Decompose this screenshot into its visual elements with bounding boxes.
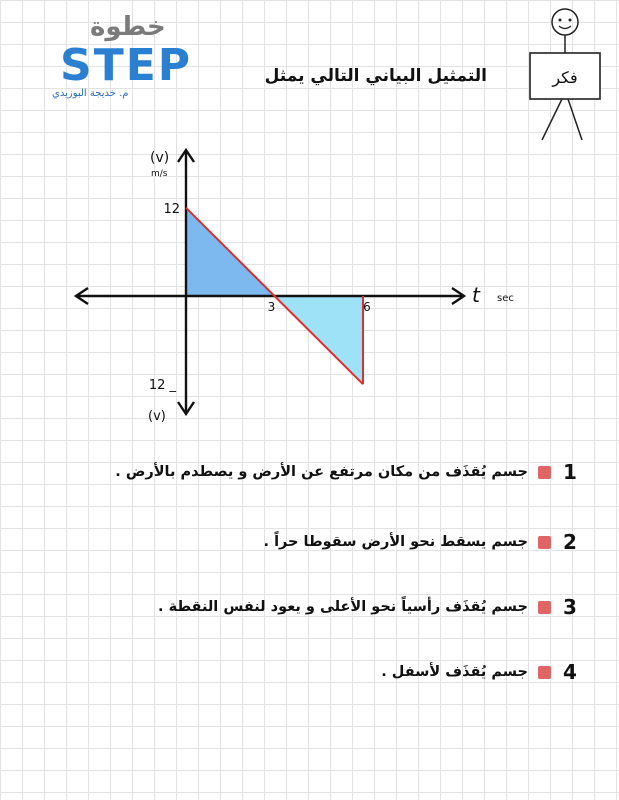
y-tick-label: 12 _ bbox=[148, 378, 176, 394]
red-square-icon bbox=[538, 666, 551, 679]
question-item bbox=[115, 460, 579, 484]
question-item bbox=[264, 530, 579, 554]
logo-author: م. خديجة البوزيدي bbox=[52, 88, 129, 99]
red-square-icon bbox=[538, 536, 551, 549]
x-axis-unit: sec bbox=[497, 293, 514, 304]
think-sign-label: فكر bbox=[552, 67, 578, 87]
question-number: 4 bbox=[563, 660, 577, 684]
y-axis-label-bottom: (v) bbox=[148, 409, 166, 424]
question-number: 2 bbox=[563, 530, 577, 554]
page-title: التمثيل البياني التالي يمثل bbox=[264, 66, 487, 86]
x-axis-label: t bbox=[472, 283, 480, 307]
y-axis-unit: m/s bbox=[151, 169, 168, 179]
question-text: جسم يُقذَف من مكان مرتفع عن الأرض و يصطدم بالأرض . bbox=[115, 464, 528, 480]
x-tick-label: 6 bbox=[363, 300, 371, 314]
question-text: جسم يُقذَف لأسفل . bbox=[381, 664, 528, 680]
question-text: جسم يُقذَف رأسياً نحو الأعلى و يعود لنفس النقطة . bbox=[158, 599, 528, 615]
question-number: 1 bbox=[563, 460, 577, 484]
question-item bbox=[381, 660, 579, 684]
red-square-icon bbox=[538, 601, 551, 614]
x-tick-label: 3 bbox=[267, 300, 276, 314]
logo-brand: STEP bbox=[60, 40, 193, 91]
question-number: 3 bbox=[563, 595, 577, 619]
logo-arabic-word: خطوة bbox=[90, 12, 166, 42]
red-square-icon bbox=[538, 466, 551, 479]
y-axis-label: (v) bbox=[150, 150, 170, 166]
question-item bbox=[158, 595, 579, 619]
question-text: جسم يسقط نحو الأرض سقوطا حراً . bbox=[263, 534, 528, 550]
y-tick-label: 12 bbox=[163, 201, 180, 217]
